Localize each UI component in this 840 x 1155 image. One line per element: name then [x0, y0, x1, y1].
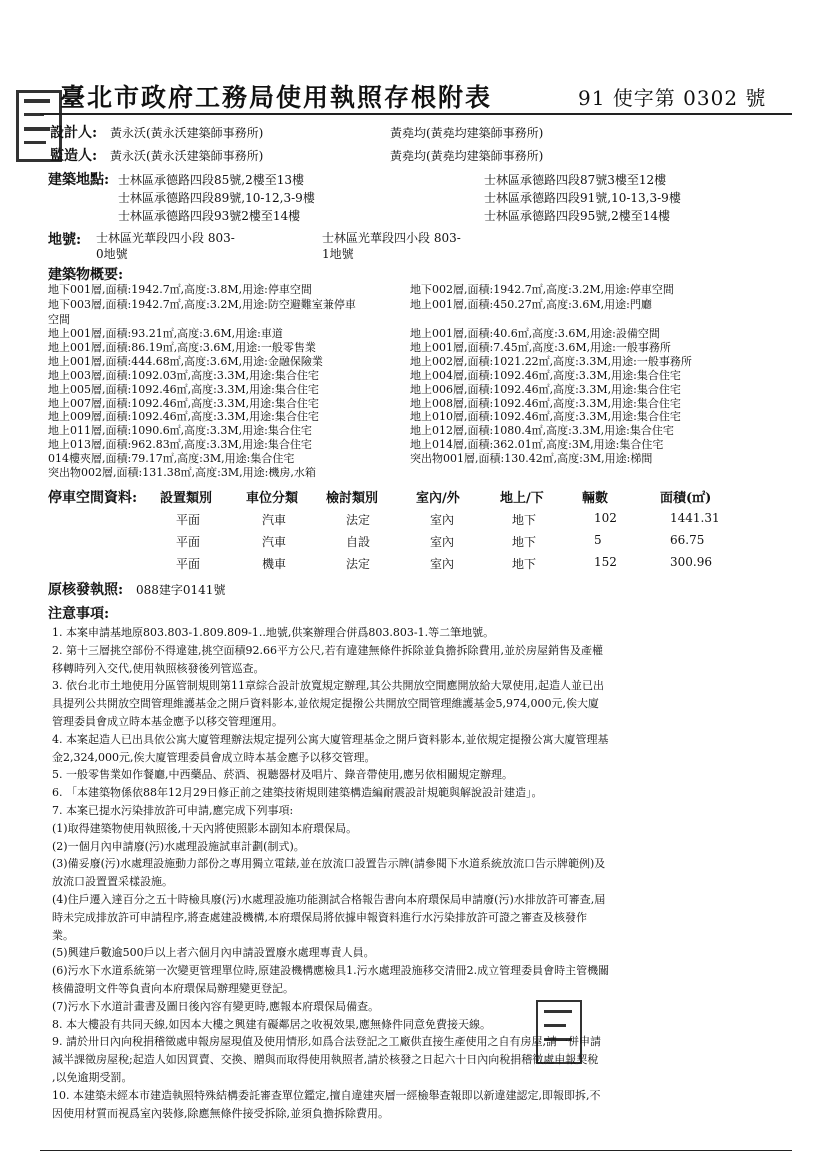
address-left-2: 士林區承德路四段89號,10-12,3-9樓: [118, 191, 315, 205]
parking-cell-r1-c6: 102: [594, 511, 617, 525]
note-line-11: 7. 本案已提水污染排放許可申請,應完成下列事項:: [52, 804, 294, 817]
lot-label: 地號:: [48, 232, 82, 248]
note-line-20: (6)污水下水道系統第一次變更管理單位時,原建設機構應檢具1.污水處理設施移交清冊2.成立管理委員會時主管機關: [52, 964, 610, 978]
parking-label: 停車空間資料:: [48, 490, 138, 506]
floor-right-row-2: 地上001層,面積:7.45㎡,高度:3.6M,用途:一般事務所: [410, 340, 671, 354]
note-line-21: 核備證明文件等負責向本府環保局辦理變更登記。: [52, 982, 294, 995]
parking-cell-r2-c5: 地下: [512, 535, 537, 549]
note-line-7: 4. 本案起造人已出具依公寓大廈管理辦法規定提列公寓大廈管理基金之開戶資料影本,並依規定提撥公寓大廈管理基: [52, 732, 609, 746]
header-rule: [40, 113, 792, 115]
note-line-13: (2)一個月內申請廢(污)水處理設施試車計劃(制式)。: [52, 839, 305, 853]
note-line-28: 因使用材質而視爲室內裝修,除應無條件接受拆除,並須負擔拆除費用。: [52, 1106, 389, 1120]
parking-cell-r1-c2: 汽車: [262, 513, 287, 527]
floor-right-row-8: 地上012層,面積:1080.4㎡,高度:3.3M,用途:集合住宅: [410, 424, 674, 438]
parking-cell-r3-c3: 法定: [346, 557, 371, 571]
note-line-3: 移轉時列入交代,使用執照核發後列管巡查。: [52, 661, 265, 675]
parking-header-5: 地上/下: [500, 491, 544, 506]
parking-cell-r2-c6: 5: [594, 533, 602, 547]
note-line-26: ,以免逾期受罰。: [52, 1071, 133, 1084]
lot-right-1: 士林區光華段四小段 803-: [322, 231, 461, 245]
address-label: 建築地點:: [48, 172, 110, 188]
note-line-24: 9. 請於卅日內向稅捐稽徵處申報房屋現值及使用情形,如爲合法登記之工廠供直接生產使用之自有房屋,請一併申請: [52, 1035, 601, 1049]
note-line-8: 金2,324,000元,俟大廈管理委員會成立時本基金應予以移交管理。: [52, 750, 376, 764]
basement-right-2: 地上001層,面積:450.27㎡,高度:3.6M,用途:門廳: [410, 298, 652, 311]
permit-number: 91 使字第 0302 號: [578, 86, 767, 110]
parking-cell-r1-c1: 平面: [176, 513, 201, 527]
parking-header-4: 室內/外: [416, 491, 460, 506]
note-line-2: 2. 第十三層挑空部份不得違建,挑空面積92.66平方公尺,若有違建無條件拆除並負擔拆除費用,並於房屋銷售及產權: [52, 643, 603, 657]
note-line-27: 10. 本建築未經本市建造執照特殊結構委託審查單位鑑定,擅自違建夾層一經檢舉查報即以新違建認定,即報即拆,不: [52, 1088, 601, 1102]
floor-left-row-6: 地上007層,面積:1092.46㎡,高度:3.3M,用途:集合住宅: [48, 396, 319, 410]
note-line-19: (5)興建戶數逾500戶以上者六個月內申請設置廢水處理專責人員。: [52, 946, 375, 960]
note-line-9: 5. 一般零售業如作餐廳,中西藥品、菸酒、視聽器材及唱片、錄音帶使用,應另依相關規定辦理。: [52, 768, 513, 782]
parking-cell-r2-c2: 汽車: [262, 535, 287, 549]
note-line-22: (7)污水下水道計畫書及圖日後內容有變更時,應報本府環保局備查。: [52, 999, 380, 1013]
basement-left-3: 空間: [48, 313, 70, 326]
basement-left-1: 地下001層,面積:1942.7㎡,高度:3.8M,用途:停車空間: [48, 283, 312, 296]
parking-header-7: 面積(㎡): [660, 491, 712, 506]
parking-cell-r3-c6: 152: [594, 555, 617, 569]
basement-right-1: 地下002層,面積:1942.7㎡,高度:3.2M,用途:停車空間: [410, 283, 674, 296]
parking-cell-r2-c1: 平面: [176, 535, 201, 549]
floor-right-row-6: 地上008層,面積:1092.46㎡,高度:3.3M,用途:集合住宅: [410, 396, 681, 410]
parking-cell-r3-c5: 地下: [512, 557, 537, 571]
notes-label: 注意事項:: [48, 606, 110, 622]
parking-cell-r1-c5: 地下: [512, 513, 537, 527]
floor-right-row-4: 地上004層,面積:1092.46㎡,高度:3.3M,用途:集合住宅: [410, 368, 681, 382]
parking-cell-r3-c1: 平面: [176, 557, 201, 571]
original-permit-value: 088建字0141號: [136, 583, 226, 597]
supervisor-value-2: 黃堯均(黃堯均建築師事務所): [390, 149, 544, 163]
basement-left-2: 地下003層,面積:1942.7㎡,高度:3.2M,用途:防空避難室兼停車: [48, 298, 356, 311]
parking-cell-r3-c7: 300.96: [670, 555, 712, 569]
note-line-15: 放流口設置置采樣設施。: [52, 875, 173, 889]
note-line-23: 8. 本大樓設有共同天線,如因本大樓之興建有礙鄰居之收視效果,應無條件同意免費接天線。: [52, 1017, 491, 1031]
floor-right-row-3: 地上002層,面積:1021.22㎡,高度:3.3M,用途:一般事務所: [410, 354, 692, 368]
designer-value-1: 黃永沃(黃永沃建築師事務所): [110, 126, 264, 140]
address-right-3: 士林區承德路四段95號,2樓至14樓: [484, 209, 670, 223]
parking-cell-r3-c2: 機車: [262, 557, 287, 571]
floor-left-row-7: 地上009層,面積:1092.46㎡,高度:3.3M,用途:集合住宅: [48, 410, 319, 424]
floor-left-row-5: 地上005層,面積:1092.46㎡,高度:3.3M,用途:集合住宅: [48, 382, 319, 396]
floor-left-row-9: 地上013層,面積:962.83㎡,高度:3.3M,用途:集合住宅: [48, 438, 312, 452]
supervisor-value-1: 黃永沃(黃永沃建築師事務所): [110, 149, 264, 163]
note-line-17: 時未完成排放許可申請程序,將查處建設機構,本府環保局將依據申報資料進行水污染排放許可證之審查及核發作: [52, 910, 587, 924]
floor-left-row-1: 地上001層,面積:93.21㎡,高度:3.6M,用途:車道: [48, 327, 283, 340]
original-permit-label: 原核發執照:: [48, 582, 124, 598]
parking-cell-r3-c4: 室內: [430, 557, 455, 571]
parking-cell-r1-c3: 法定: [346, 513, 371, 527]
lot-left-1: 士林區光華段四小段 803-: [96, 231, 235, 245]
note-line-10: 6. 「本建築物係依88年12月29日修正前之建築技術規則建築構造編耐震設計規範與解說設計建造」。: [52, 786, 543, 800]
parking-cell-r2-c7: 66.75: [670, 533, 705, 547]
floor-left-row-8: 地上011層,面積:1090.6㎡,高度:3.3M,用途:集合住宅: [48, 424, 312, 438]
floor-left-row-2: 地上001層,面積:86.19㎡,高度:3.6M,用途:一般零售業: [48, 340, 316, 354]
designer-value-2: 黃堯均(黃堯均建築師事務所): [390, 126, 544, 140]
lot-left-2: 0地號: [96, 247, 128, 261]
floor-left-row-3: 地上001層,面積:444.68㎡,高度:3.6M,用途:金融保險業: [48, 354, 323, 368]
designer-label: 設計人:: [50, 125, 98, 141]
parking-header-3: 檢討類別: [326, 491, 379, 506]
note-line-4: 3. 依台北市土地使用分區管制規則第11章綜合設計放寬規定辦理,其公共開放空間應開放給大眾使用,起造人並已出: [52, 679, 604, 693]
floor-right-row-10: 突出物001層,面積:130.42㎡,高度:3M,用途:梯間: [410, 452, 653, 466]
supervisor-label: 監造人:: [50, 148, 98, 164]
floor-right-row-1: 地上001層,面積:40.6㎡,高度:3.6M,用途:設備空間: [410, 327, 660, 340]
parking-header-2: 車位分類: [246, 491, 299, 506]
note-line-25: 減半課徵房屋稅;起造人如因買賣、交換、贈與而取得使用執照者,請於核發之日起六十日內向稅捐稽徵處申報契稅: [52, 1053, 599, 1067]
floor-right-row-7: 地上010層,面積:1092.46㎡,高度:3.3M,用途:集合住宅: [410, 410, 681, 424]
parking-cell-r2-c4: 室內: [430, 535, 455, 549]
address-right-1: 士林區承德路四段87號3樓至12樓: [484, 173, 667, 187]
footer-rule: [40, 1150, 792, 1151]
floor-left-row-11: 突出物002層,面積:131.38㎡,高度:3M,用途:機房,水箱: [48, 466, 316, 479]
parking-header-1: 設置類別: [160, 491, 213, 506]
parking-header-6: 輛數: [582, 491, 609, 506]
note-line-6: 管理委員會成立時本基金應予以移交管理運用。: [52, 715, 283, 728]
overview-label: 建築物概要:: [48, 267, 124, 283]
note-line-5: 具提列公共開放空間管理維護基金之開戶資料影本,並依規定提撥公共開放空間管理維護基金5,974,000元,俟大廈: [52, 697, 599, 711]
note-line-18: 業。: [52, 928, 74, 942]
address-left-3: 士林區承德路四段93號2樓至14樓: [118, 209, 301, 223]
floor-right-row-9: 地上014層,面積:362.01㎡,高度:3M,用途:集合住宅: [410, 438, 664, 452]
parking-cell-r1-c4: 室內: [430, 513, 455, 527]
parking-cell-r2-c3: 自設: [346, 535, 371, 549]
address-left-1: 士林區承德路四段85號,2樓至13樓: [118, 173, 304, 187]
lot-right-2: 1地號: [322, 247, 354, 261]
note-line-1: 1. 本案申請基地原803.803-1.809.809-1..地號,供案辦理合併爲803.803-1.等二筆地號。: [52, 626, 495, 639]
note-line-14: (3)備妥廢(污)水處理設施動力部份之專用獨立電錶,並在放流口設置告示牌(請參閱下水道系統放流口告示牌範例)及: [52, 857, 606, 871]
parking-cell-r1-c7: 1441.31: [670, 511, 720, 525]
floor-left-row-4: 地上003層,面積:1092.03㎡,高度:3.3M,用途:集合住宅: [48, 368, 319, 382]
note-line-12: (1)取得建築物使用執照後,十天內將使照影本副知本府環保局。: [52, 821, 358, 835]
note-line-16: (4)住戶遷入達百分之五十時檢具廢(污)水處理設施功能測試合格報告書向本府環保局申請廢(污)水排放許可審查,屆: [52, 893, 606, 906]
address-right-2: 士林區承德路四段91號,10-13,3-9樓: [484, 191, 681, 205]
document-title: 臺北市政府工務局使用執照存根附表: [60, 83, 493, 112]
floor-left-row-10: 014樓夾層,面積:79.17㎡,高度:3M,用途:集合住宅: [48, 452, 295, 466]
floor-right-row-5: 地上006層,面積:1092.46㎡,高度:3.3M,用途:集合住宅: [410, 382, 681, 396]
